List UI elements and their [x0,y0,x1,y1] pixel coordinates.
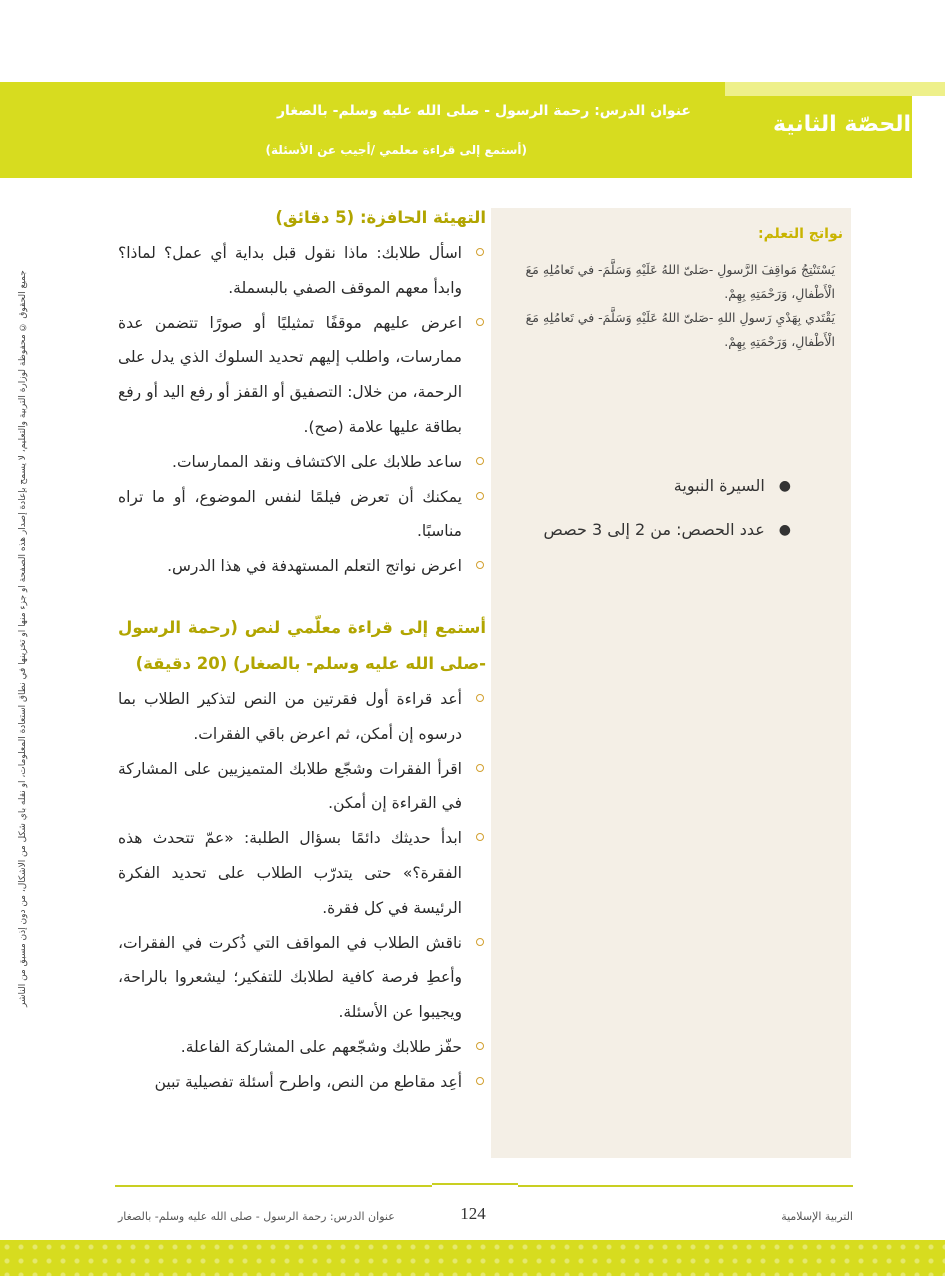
copyright-side-note: جميع الحقوق © محفوظة لوزارة التربية والتعليم، لا يسمح بإعادة إصدار هذه الصفحة أو جزء منها أو تخزينها في نطاق استعادة المعلومات، أو نقله بأي شكل من الأشكال، من دون إذن مسبق من الناشر [18,270,28,1007]
page-number: 124 [460,1204,486,1223]
circle-bullet-icon [476,694,484,702]
footer-book-title: التربية الإسلامية [781,1210,853,1223]
main-content [118,200,486,1100]
lesson-title: عنوان الدرس: رحمة الرسول - صلى الله عليه وسلم- بالصغار [277,103,691,119]
session-title: الحصّة الثانية [773,112,911,137]
circle-bullet-icon [476,764,484,772]
list-item: ابدأ حديثك دائمًا بسؤال الطلبة: «عمّ تتحدث هذه الفقرة؟» حتى يتدرّب الطلاب على تحديد الفكرة الرئيسة في كل فقرة. [118,821,486,925]
section-heading-reading: أستمع إلى قراءة معلّمي لنص (رحمة الرسول -صلى الله عليه وسلم- بالصغار) (20 دقيقة) [118,617,486,673]
list-item: ناقش الطلاب في المواقف التي ذُكرت في الفقرات، وأعطِ فرصة كافية لطلابك للتفكير؛ ليشعروا بالراحة، ويجيبوا عن الأسئلة. [118,926,486,1030]
circle-bullet-icon [476,561,484,569]
circle-bullet-icon [476,938,484,946]
circle-bullet-icon [476,248,484,256]
circle-bullet-icon [476,457,484,465]
list-item: ساعد طلابك على الاكتشاف ونقد الممارسات. [118,445,486,480]
section-heading-warmup: التهيئة الحافزة: (5 دقائق) [275,208,486,227]
outcome-line: الْأَطْفالِ، وَرَحْمَتِهِ بِهِمْ. [724,286,835,301]
list-item: يمكنك أن تعرض فيلمًا لنفس الموضوع، أو ما تراه مناسبًا. [118,480,486,550]
circle-bullet-icon [476,318,484,326]
learning-outcomes-box [491,208,851,1158]
circle-bullet-icon [476,492,484,500]
meta-item-unit: ● السيرة النبوية [673,476,791,495]
header-tab-decoration [725,82,945,96]
list-item: اسأل طلابك: ماذا نقول قبل بداية أي عمل؟ لماذا؟ وابدأ معهم الموقف الصفي بالبسملة. [118,236,486,306]
circle-bullet-icon [476,1042,484,1050]
outcome-line: الْأَطْفالِ، وَرَحْمَتِهِ بِهِمْ. [724,334,835,349]
list-item: اعرض عليهم موقفًا تمثيليًا أو صورًا تتضمن عدة ممارسات، واطلب إليهم تحديد السلوك الذي يدل على الرحمة، من خلال: التصفيق أو القفز أو رفع اليد أو رفع بطاقة عليها علامة (صح). [118,306,486,445]
circle-bullet-icon [476,833,484,841]
outcome-line: يَقْتَدي بِهَدْيِ رَسولِ اللهِ -صَلىّ اللهُ عَلَيْهِ وَسَلَّمَ- في تَعامُلِهِ مَعَ [525,310,835,325]
lesson-meta-list [491,476,791,564]
outcome-line: يَسْتَنْتِجُ مَواقِفَ الرَّسولِ -صَلىّ اللهُ عَلَيْهِ وَسَلَّمَ- في تَعامُلِهِ مَعَ [525,262,835,277]
list-item: اعرض نواتج التعلم المستهدفة في هذا الدرس. [118,549,486,584]
meta-item-sessions: ● عدد الحصص: من 2 إلى 3 حصص [543,520,791,539]
list-item: أعد قراءة أول فقرتين من النص لتذكير الطلاب بما درسوه إن أمكن، ثم اعرض باقي الفقرات. [118,682,486,752]
lesson-subtitle: (أستمع إلى قراءة معلمي /أجيب عن الأسئلة) [265,143,527,157]
list-item: أعِد مقاطع من النص، واطرح أسئلة تفصيلية تبين [118,1065,486,1100]
bottom-decorative-band [0,1240,945,1276]
outcomes-title: نواتج التعلم: [757,226,843,242]
list-item: حفّز طلابك وشجّعهم على المشاركة الفاعلة. [118,1030,486,1065]
circle-bullet-icon [476,1077,484,1085]
list-item: اقرأ الفقرات وشجّع طلابك المتميزيين على المشاركة في القراءة إن أمكن. [118,752,486,822]
footer-lesson-title: عنوان الدرس: رحمة الرسول - صلى الله عليه وسلم- بالصغار [118,1210,395,1223]
